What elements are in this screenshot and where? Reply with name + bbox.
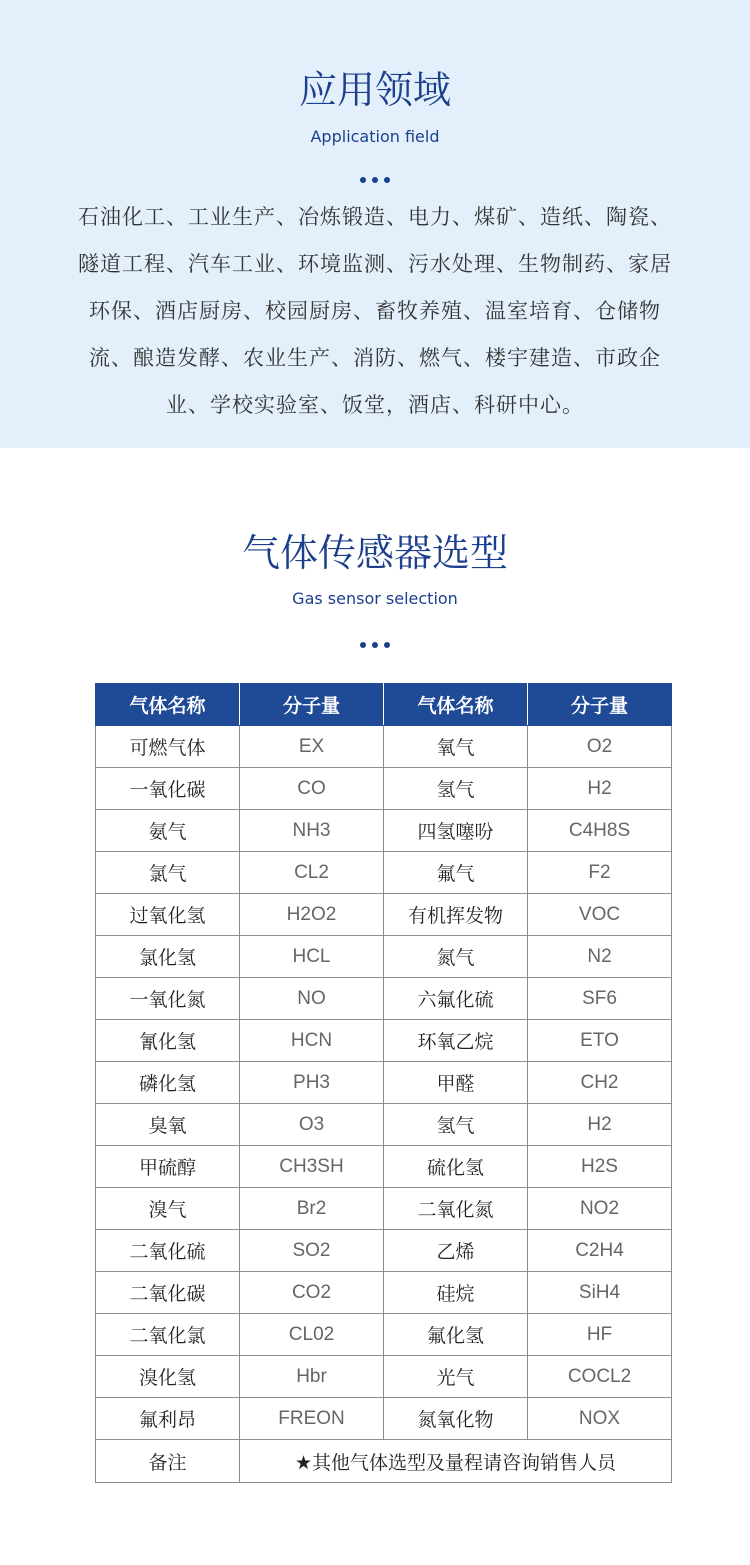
table-body <box>96 726 672 1440</box>
molecular-cell: FREON <box>240 1398 384 1440</box>
table-row <box>96 894 672 936</box>
selection-dots <box>0 633 750 641</box>
gas-name-cell: 二氧化氮 <box>384 1188 528 1230</box>
molecular-cell: NO2 <box>528 1188 672 1230</box>
molecular-cell: CH3SH <box>240 1146 384 1188</box>
gas-name-cell: 氨气 <box>96 810 240 852</box>
molecular-cell: N2 <box>528 936 672 978</box>
molecular-cell: H2S <box>528 1146 672 1188</box>
gas-name-cell: 溴化氢 <box>96 1356 240 1398</box>
molecular-cell: C4H8S <box>528 810 672 852</box>
selection-title: 气体传感器选型 <box>241 531 508 575</box>
molecular-cell: O2 <box>528 726 672 768</box>
application-line: 隧道工程、汽车工业、环境监测、污水处理、生物制药、家居 <box>78 252 672 276</box>
gas-name-cell: 有机挥发物 <box>384 894 528 936</box>
molecular-cell: NO <box>240 978 384 1020</box>
gas-name-cell: 氟化氢 <box>384 1314 528 1356</box>
application-dots <box>0 168 750 176</box>
molecular-cell: CL2 <box>240 852 384 894</box>
molecular-cell: HCN <box>240 1020 384 1062</box>
note-text: ★其他气体选型及量程请咨询销售人员 <box>240 1440 672 1483</box>
gas-name-cell: 臭氧 <box>96 1104 240 1146</box>
gas-name-cell: 光气 <box>384 1356 528 1398</box>
header-molecular: 分子量 <box>240 684 384 726</box>
molecular-cell: EX <box>240 726 384 768</box>
molecular-cell: H2O2 <box>240 894 384 936</box>
table-row <box>96 978 672 1020</box>
gas-name-cell: 氢气 <box>384 1104 528 1146</box>
molecular-cell: CO2 <box>240 1272 384 1314</box>
gas-name-cell: 氮氧化物 <box>384 1398 528 1440</box>
gas-name-cell: 可燃气体 <box>96 726 240 768</box>
application-subtitle: Application field <box>310 127 440 146</box>
application-line: 流、酿造发酵、农业生产、消防、燃气、楼宇建造、市政企 <box>89 346 661 370</box>
gas-name-cell: 氧气 <box>384 726 528 768</box>
gas-name-cell: 乙烯 <box>384 1230 528 1272</box>
gas-name-cell: 一氧化碳 <box>96 768 240 810</box>
application-title: 应用领域 <box>298 68 451 112</box>
molecular-cell: HCL <box>240 936 384 978</box>
table-row <box>96 1062 672 1104</box>
molecular-cell: ETO <box>528 1020 672 1062</box>
molecular-cell: CL02 <box>240 1314 384 1356</box>
molecular-cell: H2 <box>528 1104 672 1146</box>
selection-subtitle: Gas sensor selection <box>292 589 458 608</box>
gas-name-cell: 氯化氢 <box>96 936 240 978</box>
table-row <box>96 1146 672 1188</box>
molecular-cell: NOX <box>528 1398 672 1440</box>
molecular-cell: CH2 <box>528 1062 672 1104</box>
table-row <box>96 1272 672 1314</box>
table-row <box>96 810 672 852</box>
molecular-cell: CO <box>240 768 384 810</box>
table-row <box>96 1188 672 1230</box>
table-row <box>96 1230 672 1272</box>
table-row <box>96 936 672 978</box>
molecular-cell: H2 <box>528 768 672 810</box>
molecular-cell: O3 <box>240 1104 384 1146</box>
gas-table-wrapper <box>95 683 672 1483</box>
molecular-cell: HF <box>528 1314 672 1356</box>
application-line: 业、学校实验室、饭堂，酒店、科研中心。 <box>166 393 584 417</box>
table-row <box>96 1398 672 1440</box>
gas-name-cell: 二氧化碳 <box>96 1272 240 1314</box>
gas-name-cell: 二氧化氯 <box>96 1314 240 1356</box>
molecular-cell: COCL2 <box>528 1356 672 1398</box>
table-row <box>96 1314 672 1356</box>
molecular-cell: C2H4 <box>528 1230 672 1272</box>
gas-name-cell: 氢气 <box>384 768 528 810</box>
molecular-cell: SF6 <box>528 978 672 1020</box>
gas-name-cell: 氯气 <box>96 852 240 894</box>
application-text <box>60 194 690 429</box>
molecular-cell: F2 <box>528 852 672 894</box>
header-gas-name: 气体名称 <box>384 684 528 726</box>
molecular-cell: Br2 <box>240 1188 384 1230</box>
gas-name-cell: 二氧化硫 <box>96 1230 240 1272</box>
gas-name-cell: 氟利昂 <box>96 1398 240 1440</box>
molecular-cell: NH3 <box>240 810 384 852</box>
gas-name-cell: 氰化氢 <box>96 1020 240 1062</box>
table-row <box>96 1356 672 1398</box>
note-row <box>96 1440 672 1483</box>
gas-sensor-table <box>95 683 672 1483</box>
molecular-cell: Hbr <box>240 1356 384 1398</box>
gas-name-cell: 氟气 <box>384 852 528 894</box>
gas-name-cell: 六氟化硫 <box>384 978 528 1020</box>
table-row <box>96 768 672 810</box>
gas-name-cell: 硫化氢 <box>384 1146 528 1188</box>
gas-name-cell: 甲硫醇 <box>96 1146 240 1188</box>
molecular-cell: VOC <box>528 894 672 936</box>
gas-name-cell: 甲醛 <box>384 1062 528 1104</box>
gas-name-cell: 一氧化氮 <box>96 978 240 1020</box>
table-row <box>96 1020 672 1062</box>
gas-name-cell: 氮气 <box>384 936 528 978</box>
gas-name-cell: 溴气 <box>96 1188 240 1230</box>
application-section <box>0 0 750 448</box>
application-line: 环保、酒店厨房、校园厨房、畜牧养殖、温室培育、仓储物 <box>89 299 661 323</box>
header-gas-name: 气体名称 <box>96 684 240 726</box>
gas-name-cell: 四氢噻吩 <box>384 810 528 852</box>
gas-name-cell: 环氧乙烷 <box>384 1020 528 1062</box>
molecular-cell: SO2 <box>240 1230 384 1272</box>
gas-name-cell: 硅烷 <box>384 1272 528 1314</box>
molecular-cell: PH3 <box>240 1062 384 1104</box>
table-row <box>96 726 672 768</box>
molecular-cell: SiH4 <box>528 1272 672 1314</box>
gas-name-cell: 过氧化氢 <box>96 894 240 936</box>
table-row <box>96 1104 672 1146</box>
gas-name-cell: 磷化氢 <box>96 1062 240 1104</box>
table-header-row <box>96 684 672 726</box>
header-molecular: 分子量 <box>528 684 672 726</box>
application-line: 石油化工、工业生产、冶炼锻造、电力、煤矿、造纸、陶瓷、 <box>78 205 672 229</box>
table-row <box>96 852 672 894</box>
note-label: 备注 <box>96 1440 240 1483</box>
